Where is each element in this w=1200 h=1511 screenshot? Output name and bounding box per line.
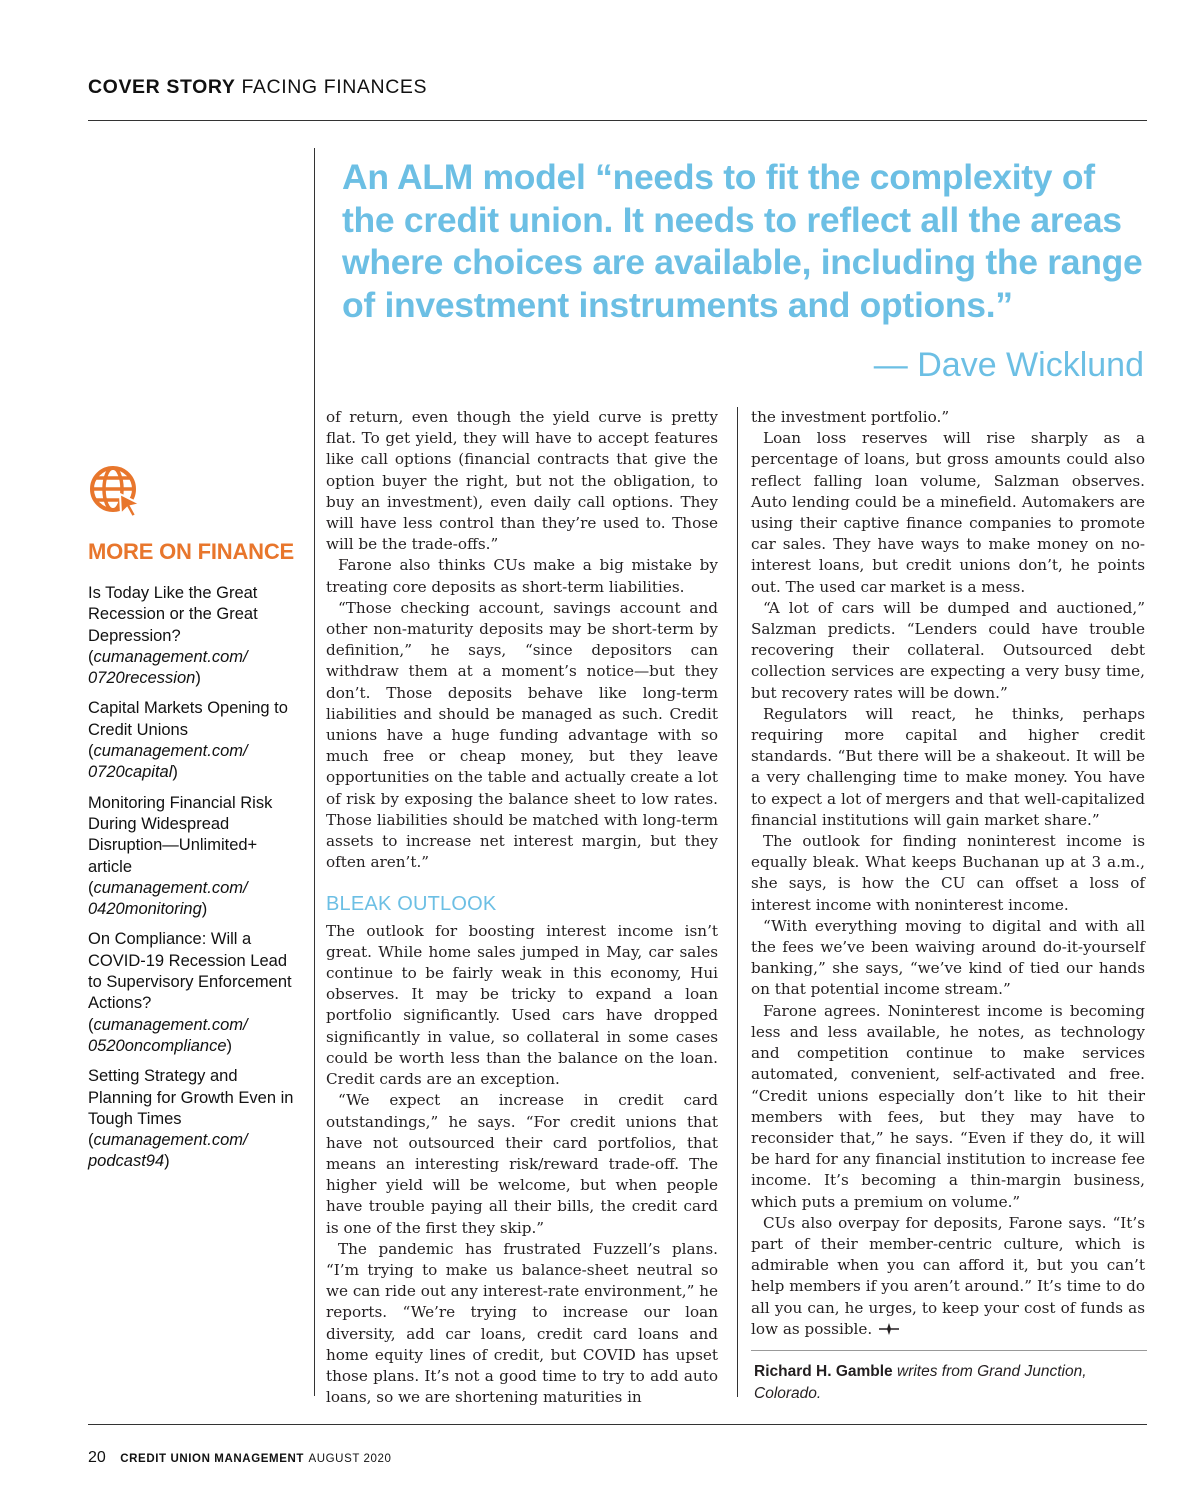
page-number: 20 xyxy=(88,1449,106,1466)
section-label: COVER STORY xyxy=(88,76,236,98)
pull-quote xyxy=(342,156,1152,326)
sidebar-link-item[interactable]: Monitoring Financial Risk During Widespread Disruption—Unlimited+ article (cumanagement.com/ 0420monitoring) xyxy=(88,793,273,919)
body-paragraph: “A lot of cars will be dumped and auctioned,” Salzman predicts. “Lenders could have trouble recovering their collateral. Outsourced debt collection services are expecting a very busy time, but recovery rates will be down.” xyxy=(751,598,1145,702)
body-paragraph: Farone agrees. Noninterest income is becoming less and less available, he notes, as technology and competition continue to make services automated, convenient, self-activated and free. “Credit unions especially don’t like to hit their members with fees, but they may have to reconsider that,” he says. “Even if they do, it will be hard for any financial institution to increase fee income. It’s becoming a thin-margin business, which puts a premium on volume.” xyxy=(751,1001,1145,1211)
body-paragraph-final xyxy=(751,1213,1145,1340)
sidebar xyxy=(88,464,303,1182)
pull-quote-line: where choices are available, including the range xyxy=(342,242,1143,282)
running-header xyxy=(88,76,427,99)
issue-date: AUGUST 2020 xyxy=(308,1453,392,1465)
sidebar-link-url[interactable]: cumanagement.com/ 0720recession xyxy=(88,647,248,688)
body-paragraph: The outlook for boosting interest income isn’t great. While home sales jumped in May, car sales continue to be fairly weak in this economy, Hui observes. It may be tricky to expand a loan portfolio significantly. Used cars have dropped significantly in value, so collateral in some cases could be worth less than the balance on the loan. Credit cards are an exception. xyxy=(326,921,718,1089)
author-name: Richard H. Gamble xyxy=(754,1363,893,1380)
body-paragraph: The pandemic has frustrated Fuzzell’s plans. “I’m trying to make us balance-sheet neutral so we can ride out any interest-rate environment,” he reports. “We’re trying to increase our loan diversity, add car loans, credit card loans and home equity lines of credit, but COVID has upset those plans. It’s not a good time to try to add auto loans, so we are shortening maturities in xyxy=(326,1239,718,1407)
sidebar-link-title: On Compliance: Will a COVID-19 Recession Lead to Supervisory Enforcement Actions? xyxy=(88,930,292,1013)
sidebar-link-title: Monitoring Financial Risk During Widespread Disruption—Unlimited+ article xyxy=(88,793,273,876)
pull-quote-line: An ALM model “needs to fit the complexity of xyxy=(342,157,1095,197)
sidebar-link-item[interactable]: Setting Strategy and Planning for Growth Even in Tough Times (cumanagement.com/ podcast94) xyxy=(88,1067,294,1171)
article-column-1 xyxy=(326,407,718,1408)
sidebar-link-url[interactable]: cumanagement.com/ 0520oncompliance xyxy=(88,1015,248,1055)
sidebar-link-item[interactable]: Is Today Like the Great Recession or the Great Depression? (cumanagement.com/ 0720recession) xyxy=(88,584,258,688)
author-bio-text: writes from Grand Junction, Colorado. xyxy=(754,1363,1087,1402)
body-paragraph: “With everything moving to digital and with all the fees we’ve been waiving around do-it-yourself banking,” she says, “we’ve kind of tied our hands on that potential income stream.” xyxy=(751,916,1145,999)
sidebar-link-title: Capital Markets Opening to Credit Unions xyxy=(88,699,288,739)
author-bio xyxy=(754,1361,1134,1404)
end-mark-icon xyxy=(878,1322,900,1336)
final-paragraph-text: CUs also overpay for deposits, Farone says. “It’s part of their member-centric culture, which is admirable when you can afford it, but you can’t help members if you aren’t around.” It’s time to do all you can, he urges, to keep your cost of funds as low as possible. xyxy=(751,1213,1145,1338)
body-paragraph: Farone also thinks CUs make a big mistake by treating core deposits as short-term liabilities. xyxy=(326,556,718,596)
pull-quote-line: of investment instruments and options.” xyxy=(342,284,1013,325)
subhead: BLEAK OUTLOOK xyxy=(326,893,497,916)
column-divider xyxy=(737,407,738,1397)
sidebar-link-title: Is Today Like the Great Recession or the Great Depression? xyxy=(88,584,258,645)
sidebar-link-title: Setting Strategy and Planning for Growth Even in Tough Times xyxy=(88,1067,294,1128)
sidebar-link-url[interactable]: cumanagement.com/ 0420monitoring xyxy=(88,878,248,919)
body-paragraph: the investment portfolio.” xyxy=(751,408,950,426)
topic-label: FACING FINANCES xyxy=(241,76,428,98)
sidebar-link-item[interactable]: Capital Markets Opening to Credit Unions (cumanagement.com/ 0720capital) xyxy=(88,699,288,782)
body-paragraph: Regulators will react, he thinks, perhaps requiring more capital and higher credit standards. “But there will be a shakeout. It will be a very challenging time to make money. You have to expect a lot of mergers and that well-capitalized financial institutions will gain market share.” xyxy=(751,704,1145,829)
globe-cursor-icon xyxy=(88,464,142,518)
body-paragraph: Loan loss reserves will rise sharply as a percentage of loans, but gross amounts could also reflect falling loan volume, Salzman observes. Auto lending could be a minefield. Automakers are using their captive finance companies to promote car sales. They have ways to make money on no-interest loans, but credit unions don’t, he points out. The used car market is a mess. xyxy=(751,429,1145,596)
sidebar-link-item[interactable]: On Compliance: Will a COVID-19 Recession Lead to Supervisory Enforcement Actions? (cumanagement.com/ 0520oncompliance) xyxy=(88,930,292,1055)
bottom-rule xyxy=(88,1424,1147,1425)
body-paragraph: “We expect an increase in credit card outstandings,” he says. “For credit unions that have not outsourced their card portfolios, that means an interesting risk/reward trade-off. The higher yield will be welcome, but when people have trouble paying all their bills, the credit card is one of the first they skip.” xyxy=(326,1091,718,1237)
publication-name: CREDIT UNION MANAGEMENT xyxy=(120,1453,304,1465)
article-column-2 xyxy=(751,407,1145,1340)
pull-quote-line: the credit union. It needs to reflect all the areas xyxy=(342,199,1122,240)
sidebar-link-url[interactable]: cumanagement.com/ podcast94 xyxy=(88,1131,248,1171)
top-rule xyxy=(88,120,1147,121)
sidebar-link-url[interactable]: cumanagement.com/ 0720capital xyxy=(88,742,248,782)
body-paragraph: of return, even though the yield curve is pretty flat. To get yield, they will have to accept features like call options (financial contracts that give the option buyer the right, but not the obligation, to buy an investment), even daily call options. They will have less control than they’re used to. Those will be the trade-offs.” xyxy=(326,408,718,554)
sidebar-divider xyxy=(314,148,315,1396)
page-footer xyxy=(88,1449,392,1467)
bio-divider xyxy=(751,1350,1147,1351)
pull-quote-attribution: — Dave Wicklund xyxy=(873,346,1144,384)
body-paragraph: “Those checking account, savings account and other non-maturity deposits may be short-term by definition,” he says, “since depositors can withdraw them at a moment’s notice—but they don’t. Those deposits behave like long-term liabilities and should be managed as such. Credit unions have a huge funding advantage with so much free or cheap money, but they leave opportunities on the table and actually create a lot of risk by exposing the balance sheet to low rates. Those liabilities should be matched with long-term assets to increase net interest margin, but they often aren’t.” xyxy=(326,598,718,872)
body-paragraph: The outlook for finding noninterest income is equally bleak. What keeps Buchanan up at 3 a.m., she says, is how the CU can offset a loss of interest income with noninterest income. xyxy=(751,832,1145,914)
sidebar-heading: MORE ON FINANCE xyxy=(88,539,295,564)
